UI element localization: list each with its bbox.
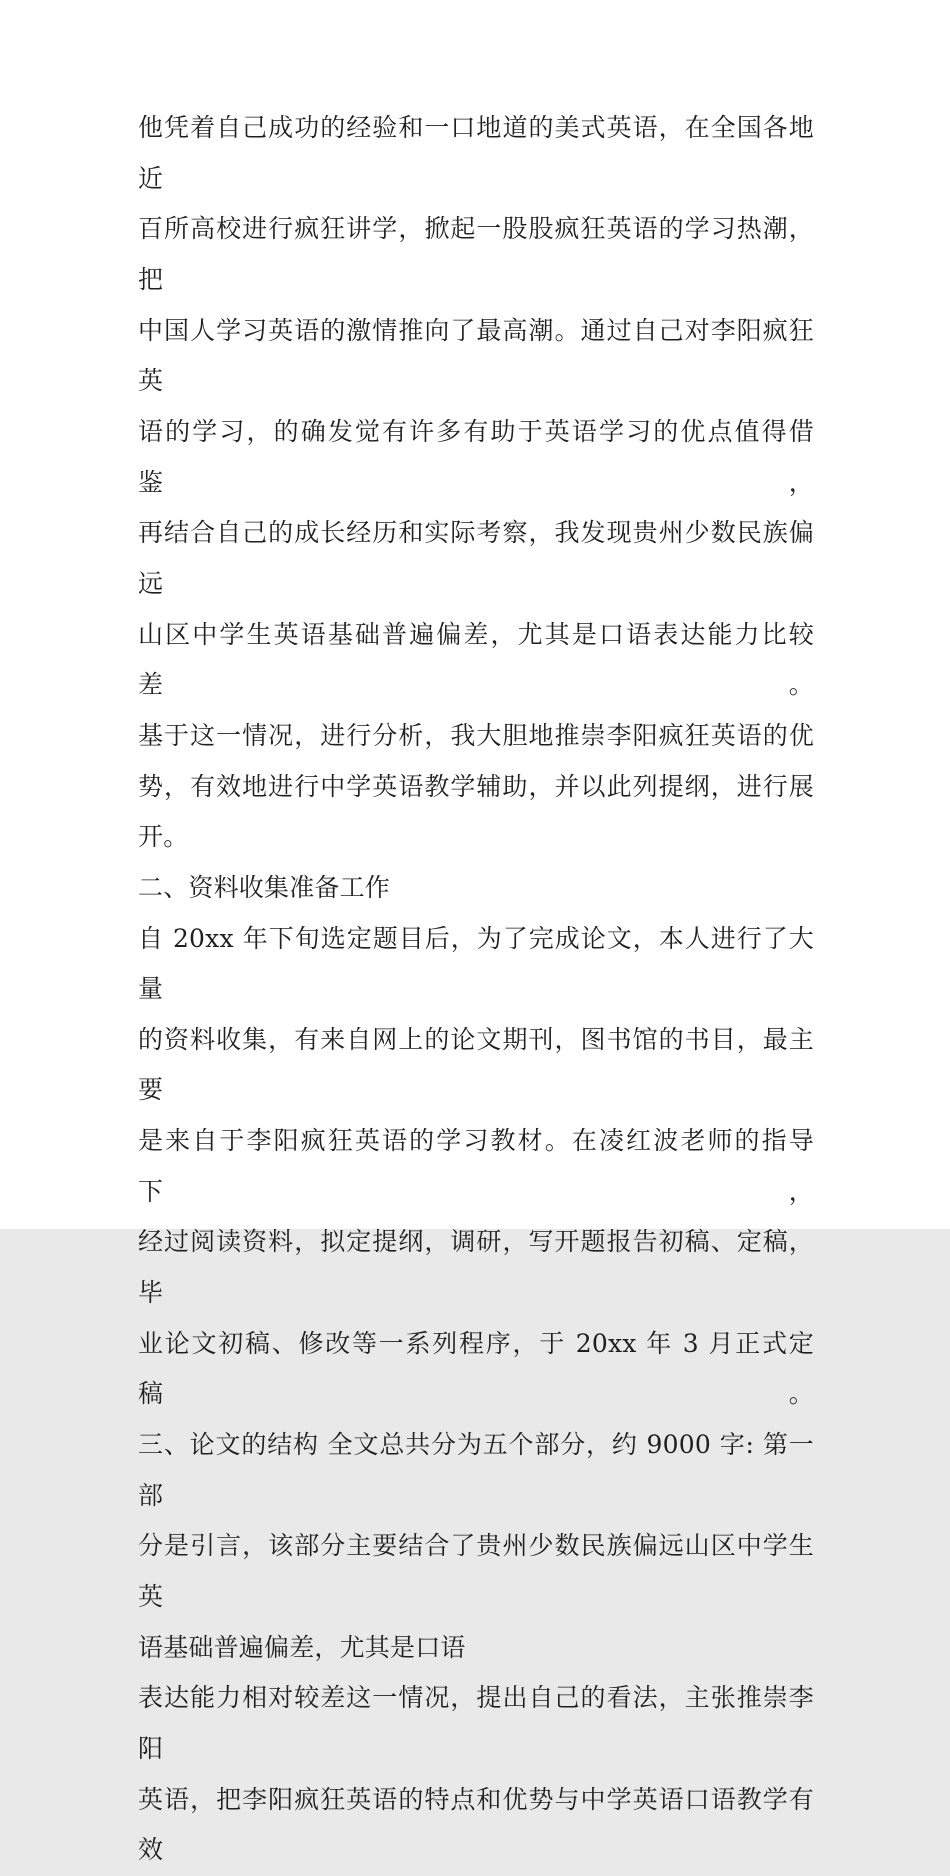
text-line: 表达能力相对较差这一情况，提出自己的看法，主张推崇李阳: [138, 1683, 814, 1763]
text-line: 自 20xx 年下旬选定题目后，为了完成论文，本人进行了大量: [138, 923, 814, 1004]
text-line: 山区中学生英语基础普遍偏差，尤其是口语表达能力比较差。: [138, 619, 814, 700]
text-line: 势，有效地进行中学英语教学辅助，并以此列提纲，进行展: [138, 771, 814, 801]
text-line: 再结合自己的成长经历和实际考察，我发现贵州少数民族偏远: [138, 518, 814, 598]
text-line: 二、资料收集准备工作: [138, 872, 391, 902]
text-line: 分是引言，该部分主要结合了贵州少数民族偏远山区中学生英: [138, 1531, 814, 1612]
text-line: 业论文初稿、修改等一系列程序，于 20xx 年 3 月正式定稿。: [138, 1328, 814, 1409]
text-line: 百所高校进行疯狂讲学，掀起一股股疯狂英语的学习热潮，把: [138, 214, 814, 294]
text-line: 经过阅读资料，拟定提纲，调研，写开题报告初稿、定稿，毕: [138, 1227, 814, 1308]
text-line: 开。: [138, 822, 189, 852]
text-line: 语基础普遍偏差，尤其是口语: [138, 1632, 466, 1662]
text-line: 三、论文的结构 全文总共分为五个部分，约 9000 字: 第一部: [138, 1430, 814, 1510]
text-line: 英语，把李阳疯狂英语的特点和优势与中学英语口语教学有效: [138, 1784, 814, 1865]
text-line: 是来自于李阳疯狂英语的学习教材。在凌红波老师的指导下，: [138, 1126, 814, 1206]
text-line: 他凭着自己成功的经验和一口地道的美式英语，在全国各地近: [138, 113, 814, 193]
text-line: 基于这一情况，进行分析，我大胆地推崇李阳疯狂英语的优: [138, 720, 814, 750]
text-line: 语的学习，的确发觉有许多有助于英语学习的优点值得借鉴，: [138, 416, 814, 497]
text-line: 的资料收集，有来自网上的论文期刊，图书馆的书目，最主要: [138, 1024, 814, 1105]
text-line: 中国人学习英语的激情推向了最高潮。通过自己对李阳疯狂英: [138, 315, 814, 396]
document-text-block: [138, 103, 814, 1876]
